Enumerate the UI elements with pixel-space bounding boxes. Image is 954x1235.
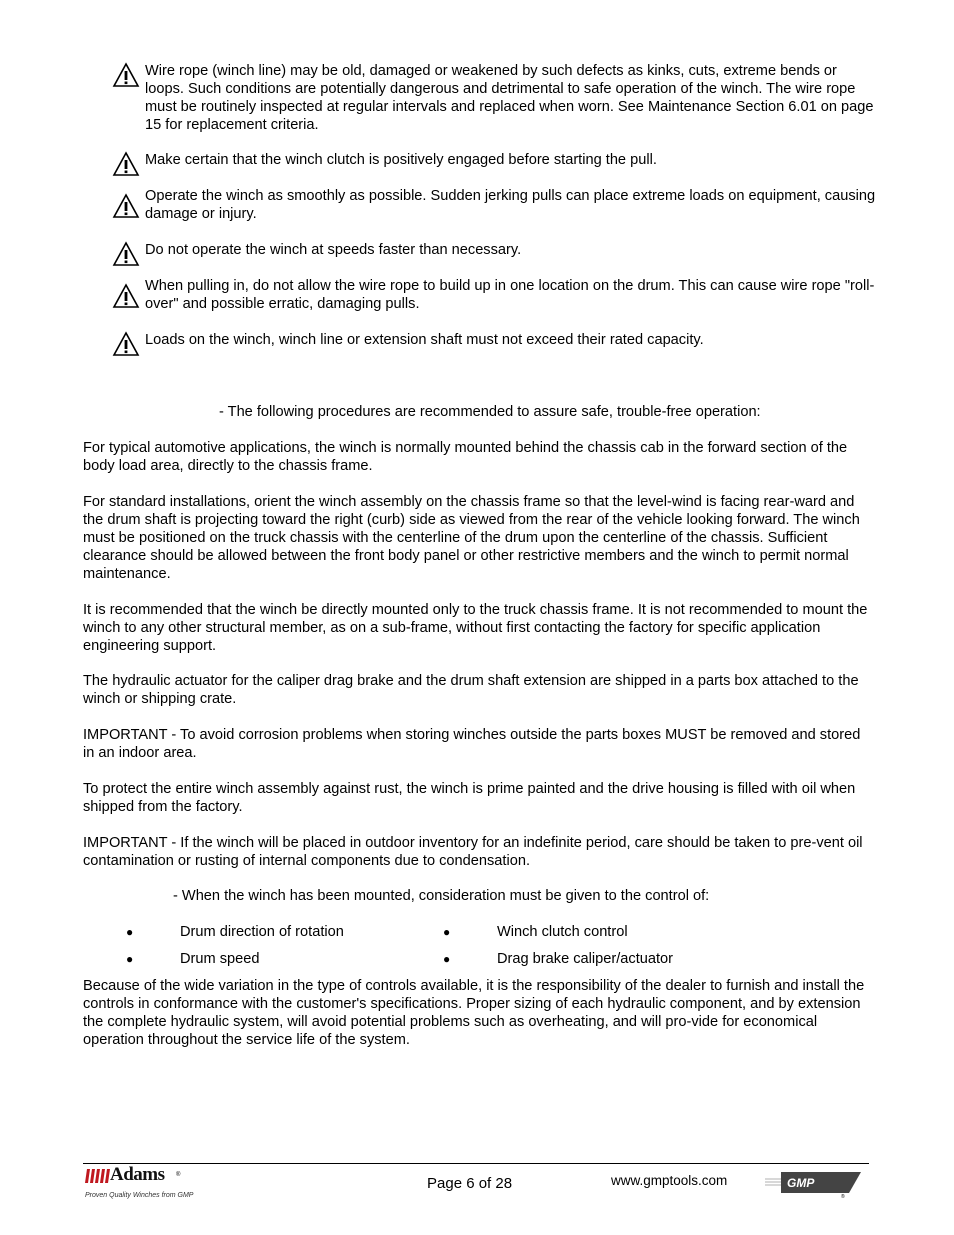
registered-mark: ® <box>176 1172 181 1178</box>
closing-paragraph: Because of the wide variation in the type of controls available, it is the responsibility of the dealer to furnish and install the controls in conformance with the customer's specifications. Proper sizing of each hydraulic component, and by extension the complete hydraulic system, will avoid potential problems such as overheating, and will pro-vide for economical operation throughout the service life of the system. <box>83 978 865 1048</box>
bullet: ● <box>126 952 134 966</box>
bullet: ● <box>443 925 451 939</box>
footer-divider <box>83 1163 869 1164</box>
warning-item <box>112 151 877 177</box>
warning-item <box>112 331 877 357</box>
warning-item <box>112 241 877 267</box>
warning-triangle-icon <box>112 193 140 219</box>
warning-text: When pulling in, do not allow the wire rope to build up in one location on the drum. This can cause wire rope "roll-over" and possible erratic, damaging pulls. <box>145 278 875 312</box>
body-paragraph: For standard installations, orient the winch assembly on the chassis frame so that the level-wind is facing rear-ward and the drum shaft is projecting toward the right (curb) side as viewed from the rear of the vehicle looking forward. The winch must be positioned on the truck chassis with the centerline of the drum upon the centerline of the chassis. Sufficient clearance should be allowed between the front body panel or other restrictive members and the winch to permit normal maintenance. <box>83 494 860 582</box>
gmp-logo-text: GMP <box>787 1176 815 1190</box>
bullet: ● <box>443 952 451 966</box>
page-number: Page 6 of 28 <box>427 1175 513 1192</box>
list-item <box>441 923 628 941</box>
warning-text: Operate the winch as smoothly as possible. Sudden jerking pulls can place extreme loads on equipment, causing damage or injury. <box>145 188 876 222</box>
adams-wordmark: Adams <box>110 1164 165 1185</box>
gmp-logo <box>763 1168 863 1198</box>
body-paragraph: The hydraulic actuator for the caliper drag brake and the drum shaft extension are shipped in a parts box attached to the winch or shipping crate. <box>83 673 859 707</box>
body-paragraph: IMPORTANT - If the winch will be placed in outdoor inventory for an indefinite period, care should be taken to pre-vent oil contamination or rusting of internal components due to condensation. <box>83 835 863 869</box>
list-item <box>124 950 260 968</box>
warning-triangle-icon <box>112 151 140 177</box>
list-item <box>441 950 673 968</box>
installation-lead: - The following procedures are recommended to assure safe, trouble-free operation: <box>219 404 761 420</box>
body-paragraph: It is recommended that the winch be directly mounted only to the truck chassis frame. It is not recommended to mount the winch to any other structural member, as on a sub-frame, without first contacting the factory for specific application engineering support. <box>83 602 868 654</box>
website-link[interactable]: www.gmptools.com <box>611 1173 728 1188</box>
list-item-text: Winch clutch control <box>497 924 628 940</box>
bullet: ● <box>126 925 134 939</box>
warning-item <box>112 62 877 134</box>
warning-item <box>112 187 877 223</box>
body-paragraph: IMPORTANT - To avoid corrosion problems when storing winches outside the parts boxes MUST be removed and stored in an indoor area. <box>83 727 861 761</box>
warning-text: Wire rope (winch line) may be old, damaged or weakened by such defects as kinks, cuts, extreme bends or loops. Such conditions are potentially dangerous and detrimental to safe operation of the winch. The wire rope must be routinely inspected at regular intervals and replaced when worn. See Maintenance Section 6.01 on page 15 for replacement criteria. <box>145 63 874 133</box>
list-item-text: Drag brake caliper/actuator <box>497 951 674 967</box>
warning-text: Make certain that the winch clutch is positively engaged before starting the pull. <box>145 152 657 168</box>
warning-item <box>112 277 877 313</box>
adams-tagline: Proven Quality Winches from GMP <box>85 1192 194 1199</box>
warning-text: Loads on the winch, winch line or extension shaft must not exceed their rated capacity. <box>145 332 704 348</box>
body-paragraph: For typical automotive applications, the winch is normally mounted behind the chassis cab in the forward section of the body load area, directly to the chassis frame. <box>83 440 848 474</box>
adams-stripes-icon <box>84 1168 110 1184</box>
list-item-text: Drum speed <box>180 951 260 967</box>
warning-triangle-icon <box>112 62 140 88</box>
list-item-text: Drum direction of rotation <box>180 924 344 940</box>
adams-logo <box>84 1164 194 1199</box>
warning-text: Do not operate the winch at speeds faster than necessary. <box>145 242 522 258</box>
body-paragraph: To protect the entire winch assembly against rust, the winch is prime painted and the drive housing is filled with oil when shipped from the factory. <box>83 781 856 815</box>
warning-triangle-icon <box>112 331 140 357</box>
warning-triangle-icon <box>112 241 140 267</box>
warning-triangle-icon <box>112 283 140 309</box>
controls-lead: - When the winch has been mounted, consideration must be given to the control of: <box>173 888 710 904</box>
gmp-registered-mark: ® <box>841 1194 845 1198</box>
list-item <box>124 923 344 941</box>
